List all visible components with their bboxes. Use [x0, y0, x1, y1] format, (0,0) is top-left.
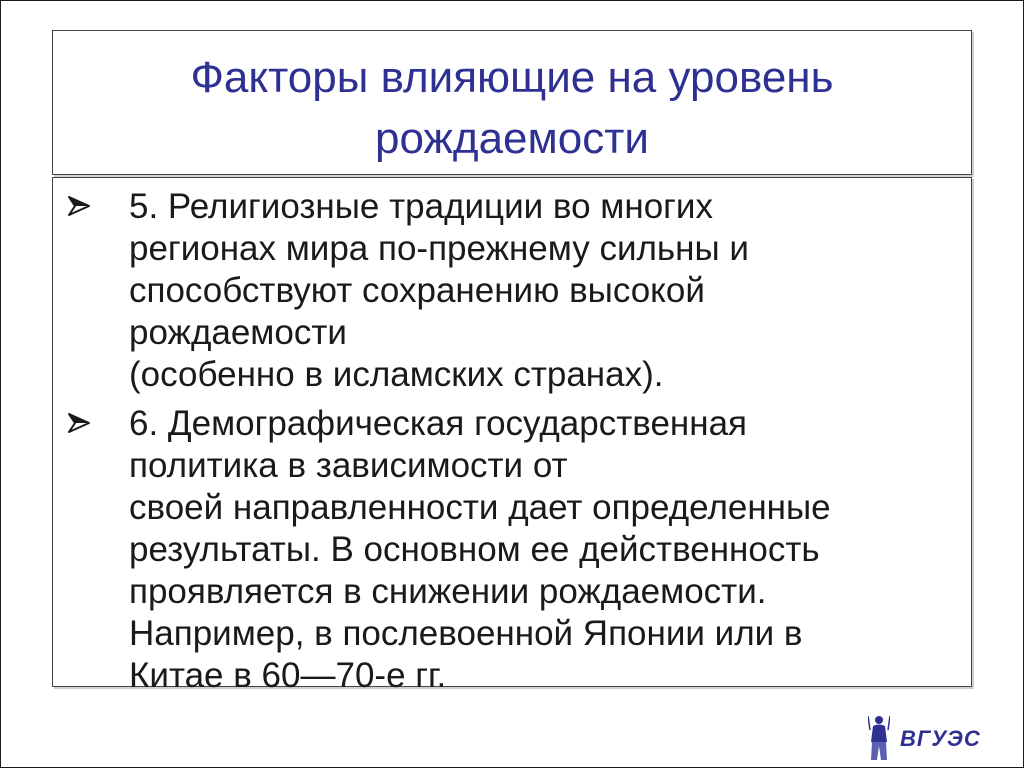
- slide-title-line: Факторы влияющие на уровень: [190, 53, 834, 102]
- bullet-line: способствуют сохранению высокой: [129, 271, 705, 310]
- university-emblem-icon: [868, 712, 890, 764]
- bullet-line: регионах мира по-прежнему сильны и: [129, 229, 749, 268]
- slide-title-line: рождаемости: [375, 114, 649, 163]
- bullet-line: 5. Религиозные традиции во многих: [129, 187, 713, 226]
- content-box: [52, 177, 972, 695]
- bullet-list: [53, 186, 971, 704]
- bullet-item: [53, 186, 971, 396]
- bullet-line: рождаемости: [129, 313, 347, 352]
- bullet-line: своей направленности дает определенные: [129, 488, 831, 527]
- bullet-text: [129, 186, 961, 396]
- bullet-line: (особенно в исламских странах).: [129, 355, 664, 394]
- bullet-line: Например, в послевоенной Японии или в: [129, 614, 803, 653]
- bullet-line: 6. Демографическая государственная: [129, 404, 748, 443]
- slide-title: [53, 47, 971, 169]
- logo-text: ВГУЭС: [900, 726, 981, 751]
- title-box: [52, 30, 972, 175]
- university-logo: [868, 712, 988, 764]
- arrowhead-bullet-icon: [67, 411, 91, 435]
- arrowhead-bullet-icon: [67, 194, 91, 218]
- bullet-item: [53, 403, 971, 697]
- bullet-text: [129, 403, 961, 697]
- bullet-line: проявляется в снижении рождаемости.: [129, 572, 767, 611]
- bullet-line: результаты. В основном ее действенность: [129, 530, 820, 569]
- bullet-line: Китае в 60—70-е гг.: [129, 656, 447, 695]
- bullet-line: политика в зависимости от: [129, 446, 568, 485]
